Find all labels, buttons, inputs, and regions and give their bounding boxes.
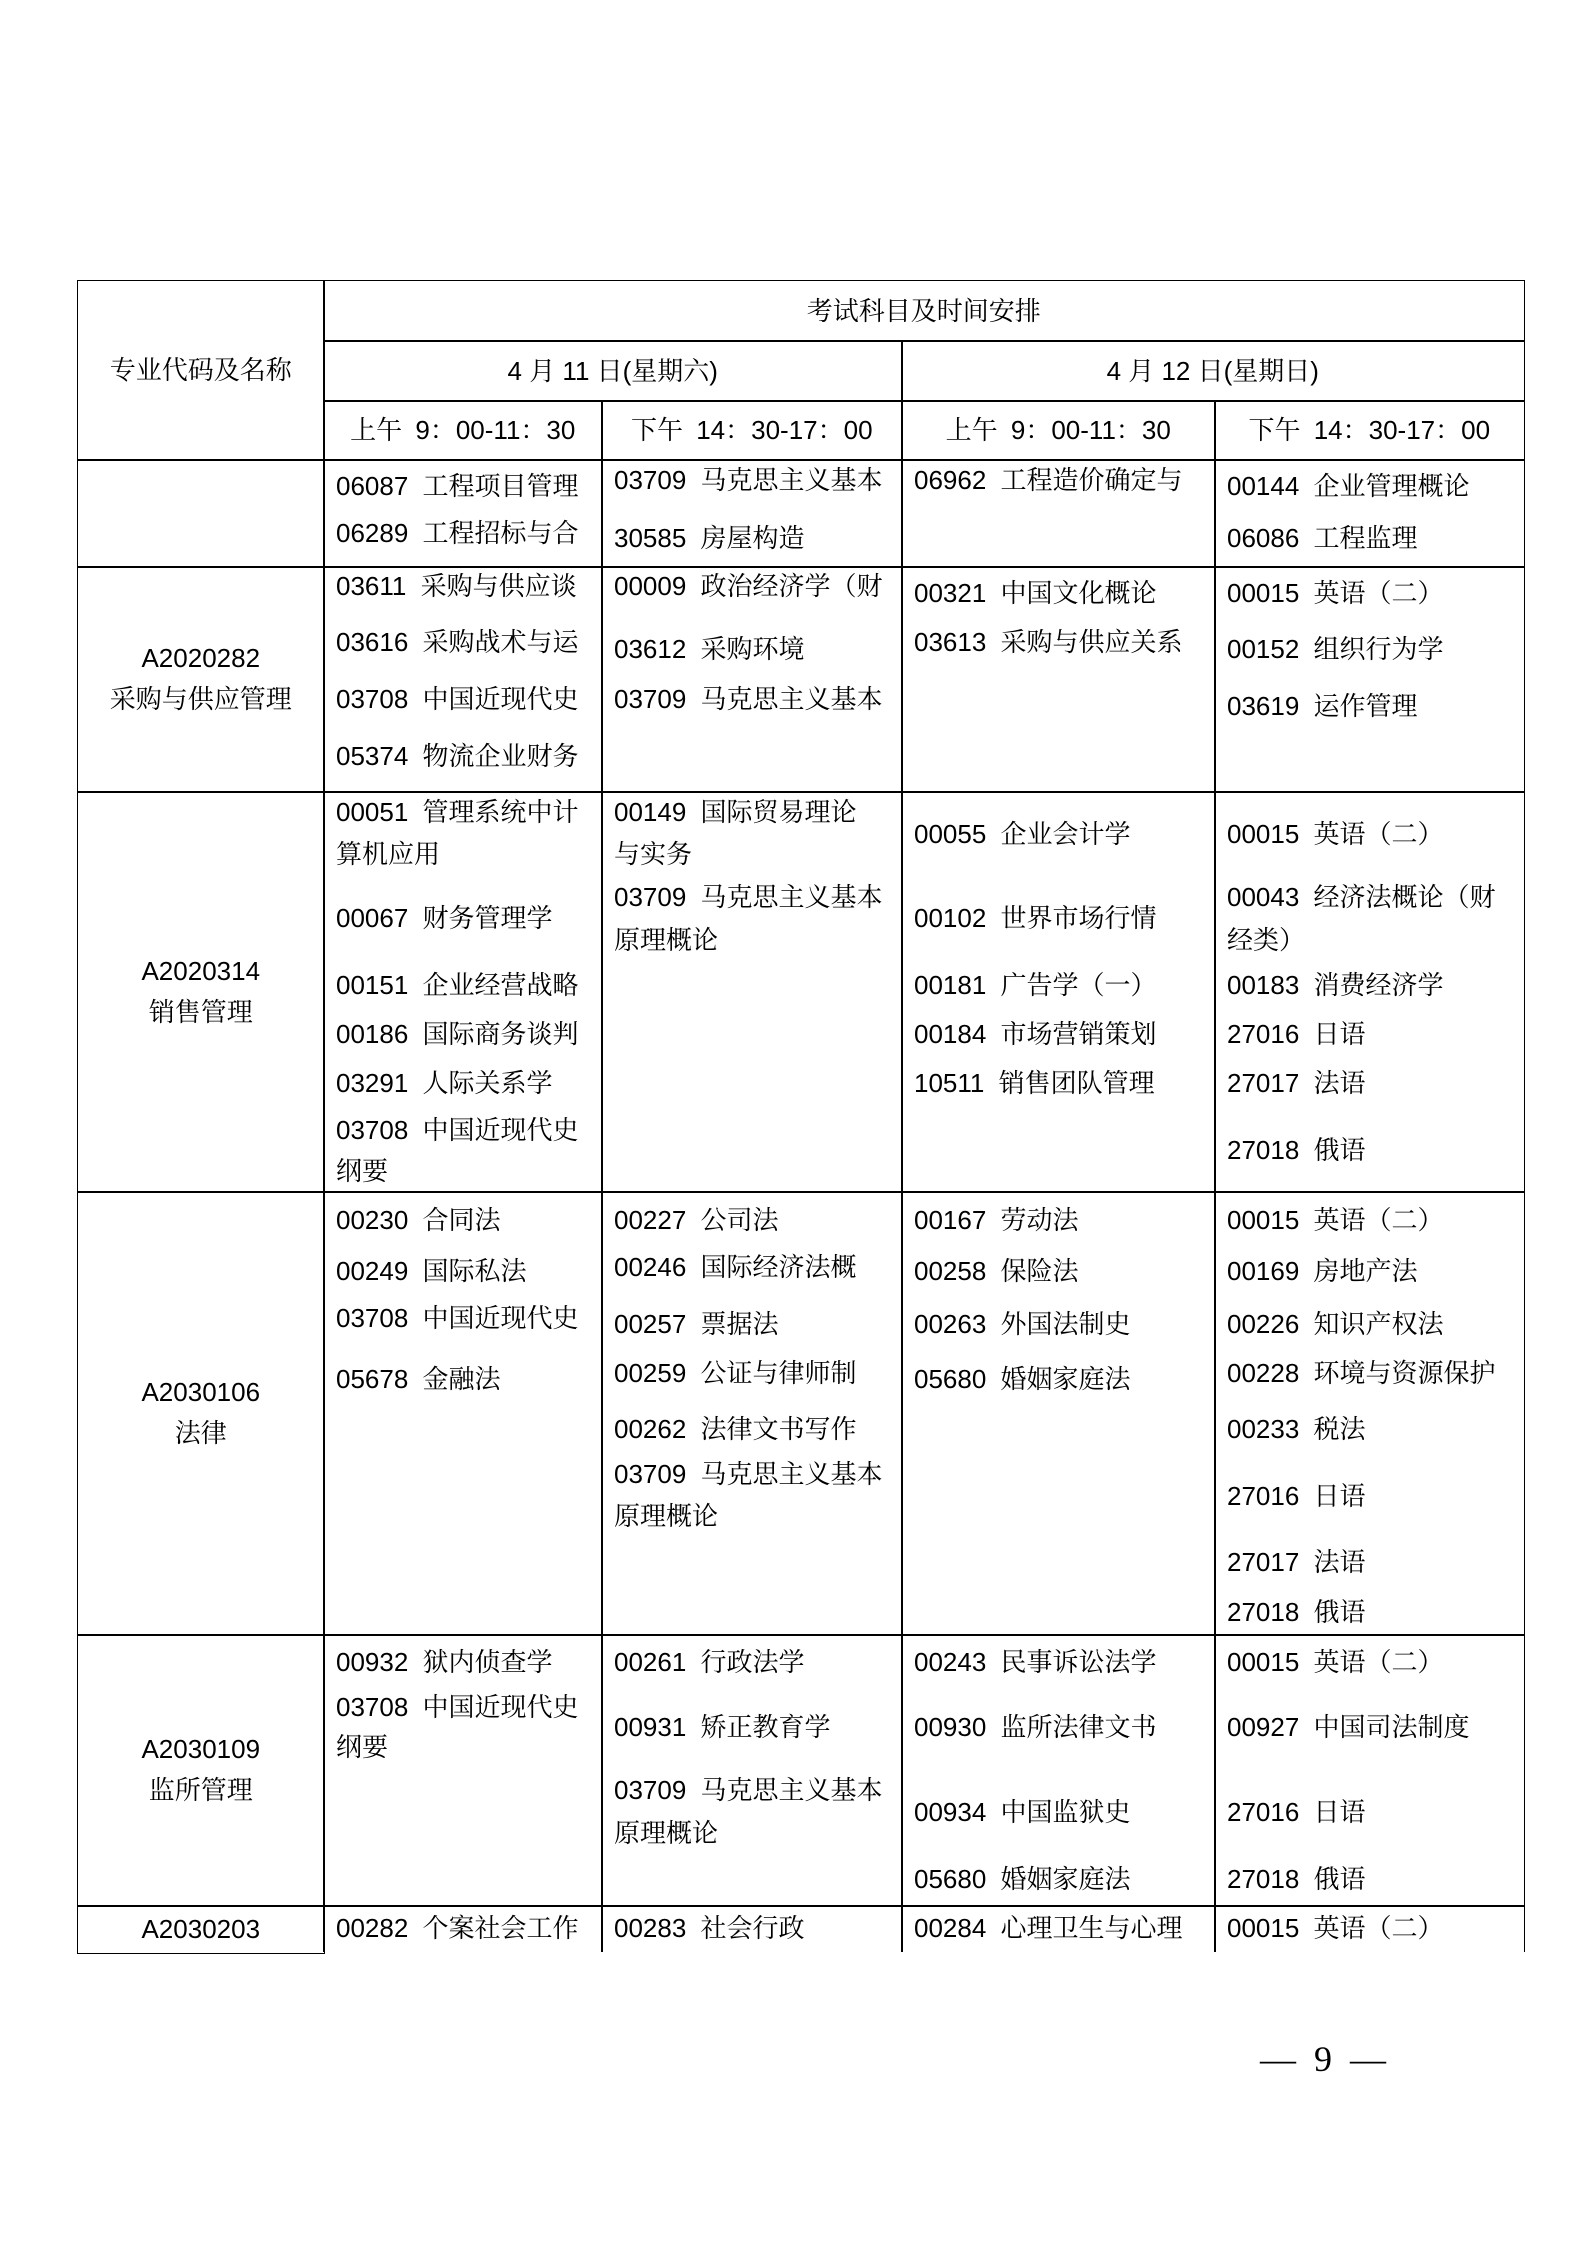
schedule-cell <box>901 1191 1216 1636</box>
course-entry: 00149 国际贸易理论 <box>614 797 857 827</box>
course-entry: 00015 英语（二） <box>1227 1913 1444 1943</box>
schedule-cell <box>323 1905 603 1952</box>
schedule-cell <box>323 1634 603 1907</box>
schedule-cell <box>601 1634 903 1907</box>
course-entry: 00167 劳动法 <box>914 1205 1079 1235</box>
course-entry: 原理概论 <box>614 925 719 955</box>
schedule-cell <box>901 791 1216 1193</box>
course-entry: 27016 日语 <box>1227 1481 1366 1511</box>
course-entry: 00927 中国司法制度 <box>1227 1712 1470 1742</box>
course-entry: 00015 英语（二） <box>1227 578 1444 608</box>
course-entry: 05680 婚姻家庭法 <box>914 1864 1131 1894</box>
course-entry: 27018 俄语 <box>1227 1135 1366 1165</box>
course-entry: 00067 财务管理学 <box>336 903 553 933</box>
course-entry: 27017 法语 <box>1227 1068 1366 1098</box>
course-entry: 05678 金融法 <box>336 1364 501 1394</box>
course-entry: 与实务 <box>614 839 693 869</box>
course-entry: 03708 中国近现代史 <box>336 1115 579 1145</box>
course-entry: 00321 中国文化概论 <box>914 578 1157 608</box>
schedule-cell <box>1214 459 1525 568</box>
course-entry: 经类） <box>1227 925 1306 955</box>
course-entry: 06962 工程造价确定与 <box>914 465 1183 495</box>
course-entry: 00934 中国监狱史 <box>914 1797 1131 1827</box>
course-entry: 03708 中国近现代史 <box>336 684 579 714</box>
course-entry: 03619 运作管理 <box>1227 691 1418 721</box>
course-entry: 27016 日语 <box>1227 1019 1366 1049</box>
schedule-cell <box>323 1191 603 1636</box>
course-entry: 00055 企业会计学 <box>914 819 1131 849</box>
course-entry: 00152 组织行为学 <box>1227 634 1444 664</box>
course-entry: 00043 经济法概论（财 <box>1227 882 1496 912</box>
course-entry: 00051 管理系统中计 <box>336 797 579 827</box>
course-entry: 03709 马克思主义基本 <box>614 882 883 912</box>
course-entry: 00283 社会行政 <box>614 1913 805 1943</box>
course-entry: 00228 环境与资源保护 <box>1227 1358 1496 1388</box>
major-cell <box>77 1191 325 1636</box>
course-entry: 00102 世界市场行情 <box>914 903 1157 933</box>
course-entry: 00144 企业管理概论 <box>1227 471 1470 501</box>
schedule-cell <box>323 459 603 568</box>
schedule-cell <box>601 791 903 1193</box>
course-entry: 00009 政治经济学（财 <box>614 571 883 601</box>
course-entry: 00246 国际经济法概 <box>614 1252 857 1282</box>
course-entry: 10511 销售团队管理 <box>914 1068 1155 1098</box>
course-entry: 27017 法语 <box>1227 1547 1366 1577</box>
session-time: 上午 9：00-11：30 <box>350 415 576 446</box>
course-entry: 03709 马克思主义基本 <box>614 1775 883 1805</box>
course-entry: 00931 矫正教育学 <box>614 1712 831 1742</box>
day-header-cell <box>323 340 903 402</box>
course-entry: 05680 婚姻家庭法 <box>914 1364 1131 1394</box>
course-entry: 27016 日语 <box>1227 1797 1366 1827</box>
course-entry: 03613 采购与供应关系 <box>914 627 1183 657</box>
course-entry: 03709 马克思主义基本 <box>614 465 883 495</box>
course-entry: 03291 人际关系学 <box>336 1068 553 1098</box>
schedule-header-label: 考试科目及时间安排 <box>806 295 1041 326</box>
course-entry: 06289 工程招标与合 <box>336 518 579 548</box>
major-code: A2020282 <box>141 643 261 674</box>
page-number: — 9 — <box>1260 2039 1386 2079</box>
schedule-cell <box>1214 566 1525 793</box>
course-entry: 00262 法律文书写作 <box>614 1414 857 1444</box>
course-entry: 原理概论 <box>614 1818 719 1848</box>
course-entry: 00282 个案社会工作 <box>336 1913 579 1943</box>
course-entry: 00263 外国法制史 <box>914 1309 1131 1339</box>
course-entry: 00261 行政法学 <box>614 1647 805 1677</box>
session-header-cell <box>1214 400 1525 461</box>
major-name: 法律 <box>174 1418 227 1449</box>
schedule-cell <box>901 1905 1216 1952</box>
session-time: 下午 14：30-17：00 <box>630 415 873 446</box>
course-entry: 算机应用 <box>336 839 441 869</box>
course-entry: 纲要 <box>336 1156 389 1186</box>
major-cell <box>77 566 325 793</box>
course-entry: 03708 中国近现代史 <box>336 1303 579 1333</box>
schedule-cell <box>901 459 1216 568</box>
schedule-cell <box>1214 1905 1525 1952</box>
course-entry: 03709 马克思主义基本 <box>614 1459 883 1489</box>
course-entry: 00226 知识产权法 <box>1227 1309 1444 1339</box>
session-header-cell <box>323 400 603 461</box>
course-entry: 27018 俄语 <box>1227 1597 1366 1627</box>
session-header-cell <box>901 400 1216 461</box>
schedule-cell <box>601 1905 903 1952</box>
course-entry: 00230 合同法 <box>336 1205 501 1235</box>
course-entry: 00258 保险法 <box>914 1256 1079 1286</box>
course-entry: 00243 民事诉讼法学 <box>914 1647 1157 1677</box>
major-name: 监所管理 <box>148 1775 253 1806</box>
schedule-cell <box>323 791 603 1193</box>
day-header-cell <box>901 340 1525 402</box>
course-entry: 00284 心理卫生与心理 <box>914 1913 1183 1943</box>
major-header-label: 专业代码及名称 <box>109 355 292 386</box>
course-entry: 00015 英语（二） <box>1227 819 1444 849</box>
course-entry: 00169 房地产法 <box>1227 1256 1418 1286</box>
course-entry: 00015 英语（二） <box>1227 1647 1444 1677</box>
major-name: 销售管理 <box>148 996 253 1027</box>
course-entry: 00184 市场营销策划 <box>914 1019 1157 1049</box>
course-entry: 03612 采购环境 <box>614 634 805 664</box>
course-entry: 27018 俄语 <box>1227 1864 1366 1894</box>
day-date: 4 月 11 日(星期六) <box>507 355 718 386</box>
major-cell <box>77 1905 325 1954</box>
schedule-cell <box>601 1191 903 1636</box>
schedule-cell <box>601 566 903 793</box>
schedule-cell <box>901 1634 1216 1907</box>
course-entry: 03708 中国近现代史 <box>336 1692 579 1722</box>
schedule-cell <box>901 566 1216 793</box>
schedule-header-cell <box>323 280 1525 342</box>
day-date: 4 月 12 日(星期日) <box>1106 355 1319 386</box>
major-cell <box>77 791 325 1193</box>
schedule-cell <box>601 459 903 568</box>
course-entry: 原理概论 <box>614 1501 719 1531</box>
course-entry: 00151 企业经营战略 <box>336 970 579 1000</box>
course-entry: 00259 公证与律师制 <box>614 1358 857 1388</box>
course-entry: 00183 消费经济学 <box>1227 970 1444 1000</box>
major-code: A2020314 <box>141 955 261 986</box>
schedule-cell <box>1214 1191 1525 1636</box>
course-entry: 00015 英语（二） <box>1227 1205 1444 1235</box>
major-code: A2030203 <box>141 1913 261 1944</box>
course-entry: 00257 票据法 <box>614 1309 779 1339</box>
session-time: 上午 9：00-11：30 <box>945 415 1171 446</box>
course-entry: 03709 马克思主义基本 <box>614 684 883 714</box>
schedule-cell <box>1214 791 1525 1193</box>
course-entry: 00181 广告学（一） <box>914 970 1157 1000</box>
course-entry: 纲要 <box>336 1732 389 1762</box>
course-entry: 00930 监所法律文书 <box>914 1712 1157 1742</box>
course-entry: 00233 税法 <box>1227 1414 1366 1444</box>
major-header-cell <box>77 280 325 461</box>
course-entry: 03616 采购战术与运 <box>336 627 579 657</box>
course-entry: 03611 采购与供应谈 <box>336 571 577 601</box>
course-entry: 00932 狱内侦查学 <box>336 1647 553 1677</box>
schedule-cell <box>1214 1634 1525 1907</box>
course-entry: 30585 房屋构造 <box>614 523 805 553</box>
major-code: A2030106 <box>141 1377 261 1408</box>
session-header-cell <box>601 400 903 461</box>
major-code: A2030109 <box>141 1734 261 1765</box>
major-cell <box>77 459 325 568</box>
session-time: 下午 14：30-17：00 <box>1248 415 1491 446</box>
course-entry: 05374 物流企业财务 <box>336 741 579 771</box>
course-entry: 06087 工程项目管理 <box>336 471 579 501</box>
major-name: 采购与供应管理 <box>109 684 292 715</box>
course-entry: 00186 国际商务谈判 <box>336 1019 579 1049</box>
schedule-cell <box>323 566 603 793</box>
course-entry: 00249 国际私法 <box>336 1256 527 1286</box>
major-cell <box>77 1634 325 1907</box>
course-entry: 00227 公司法 <box>614 1205 779 1235</box>
course-entry: 06086 工程监理 <box>1227 523 1418 553</box>
